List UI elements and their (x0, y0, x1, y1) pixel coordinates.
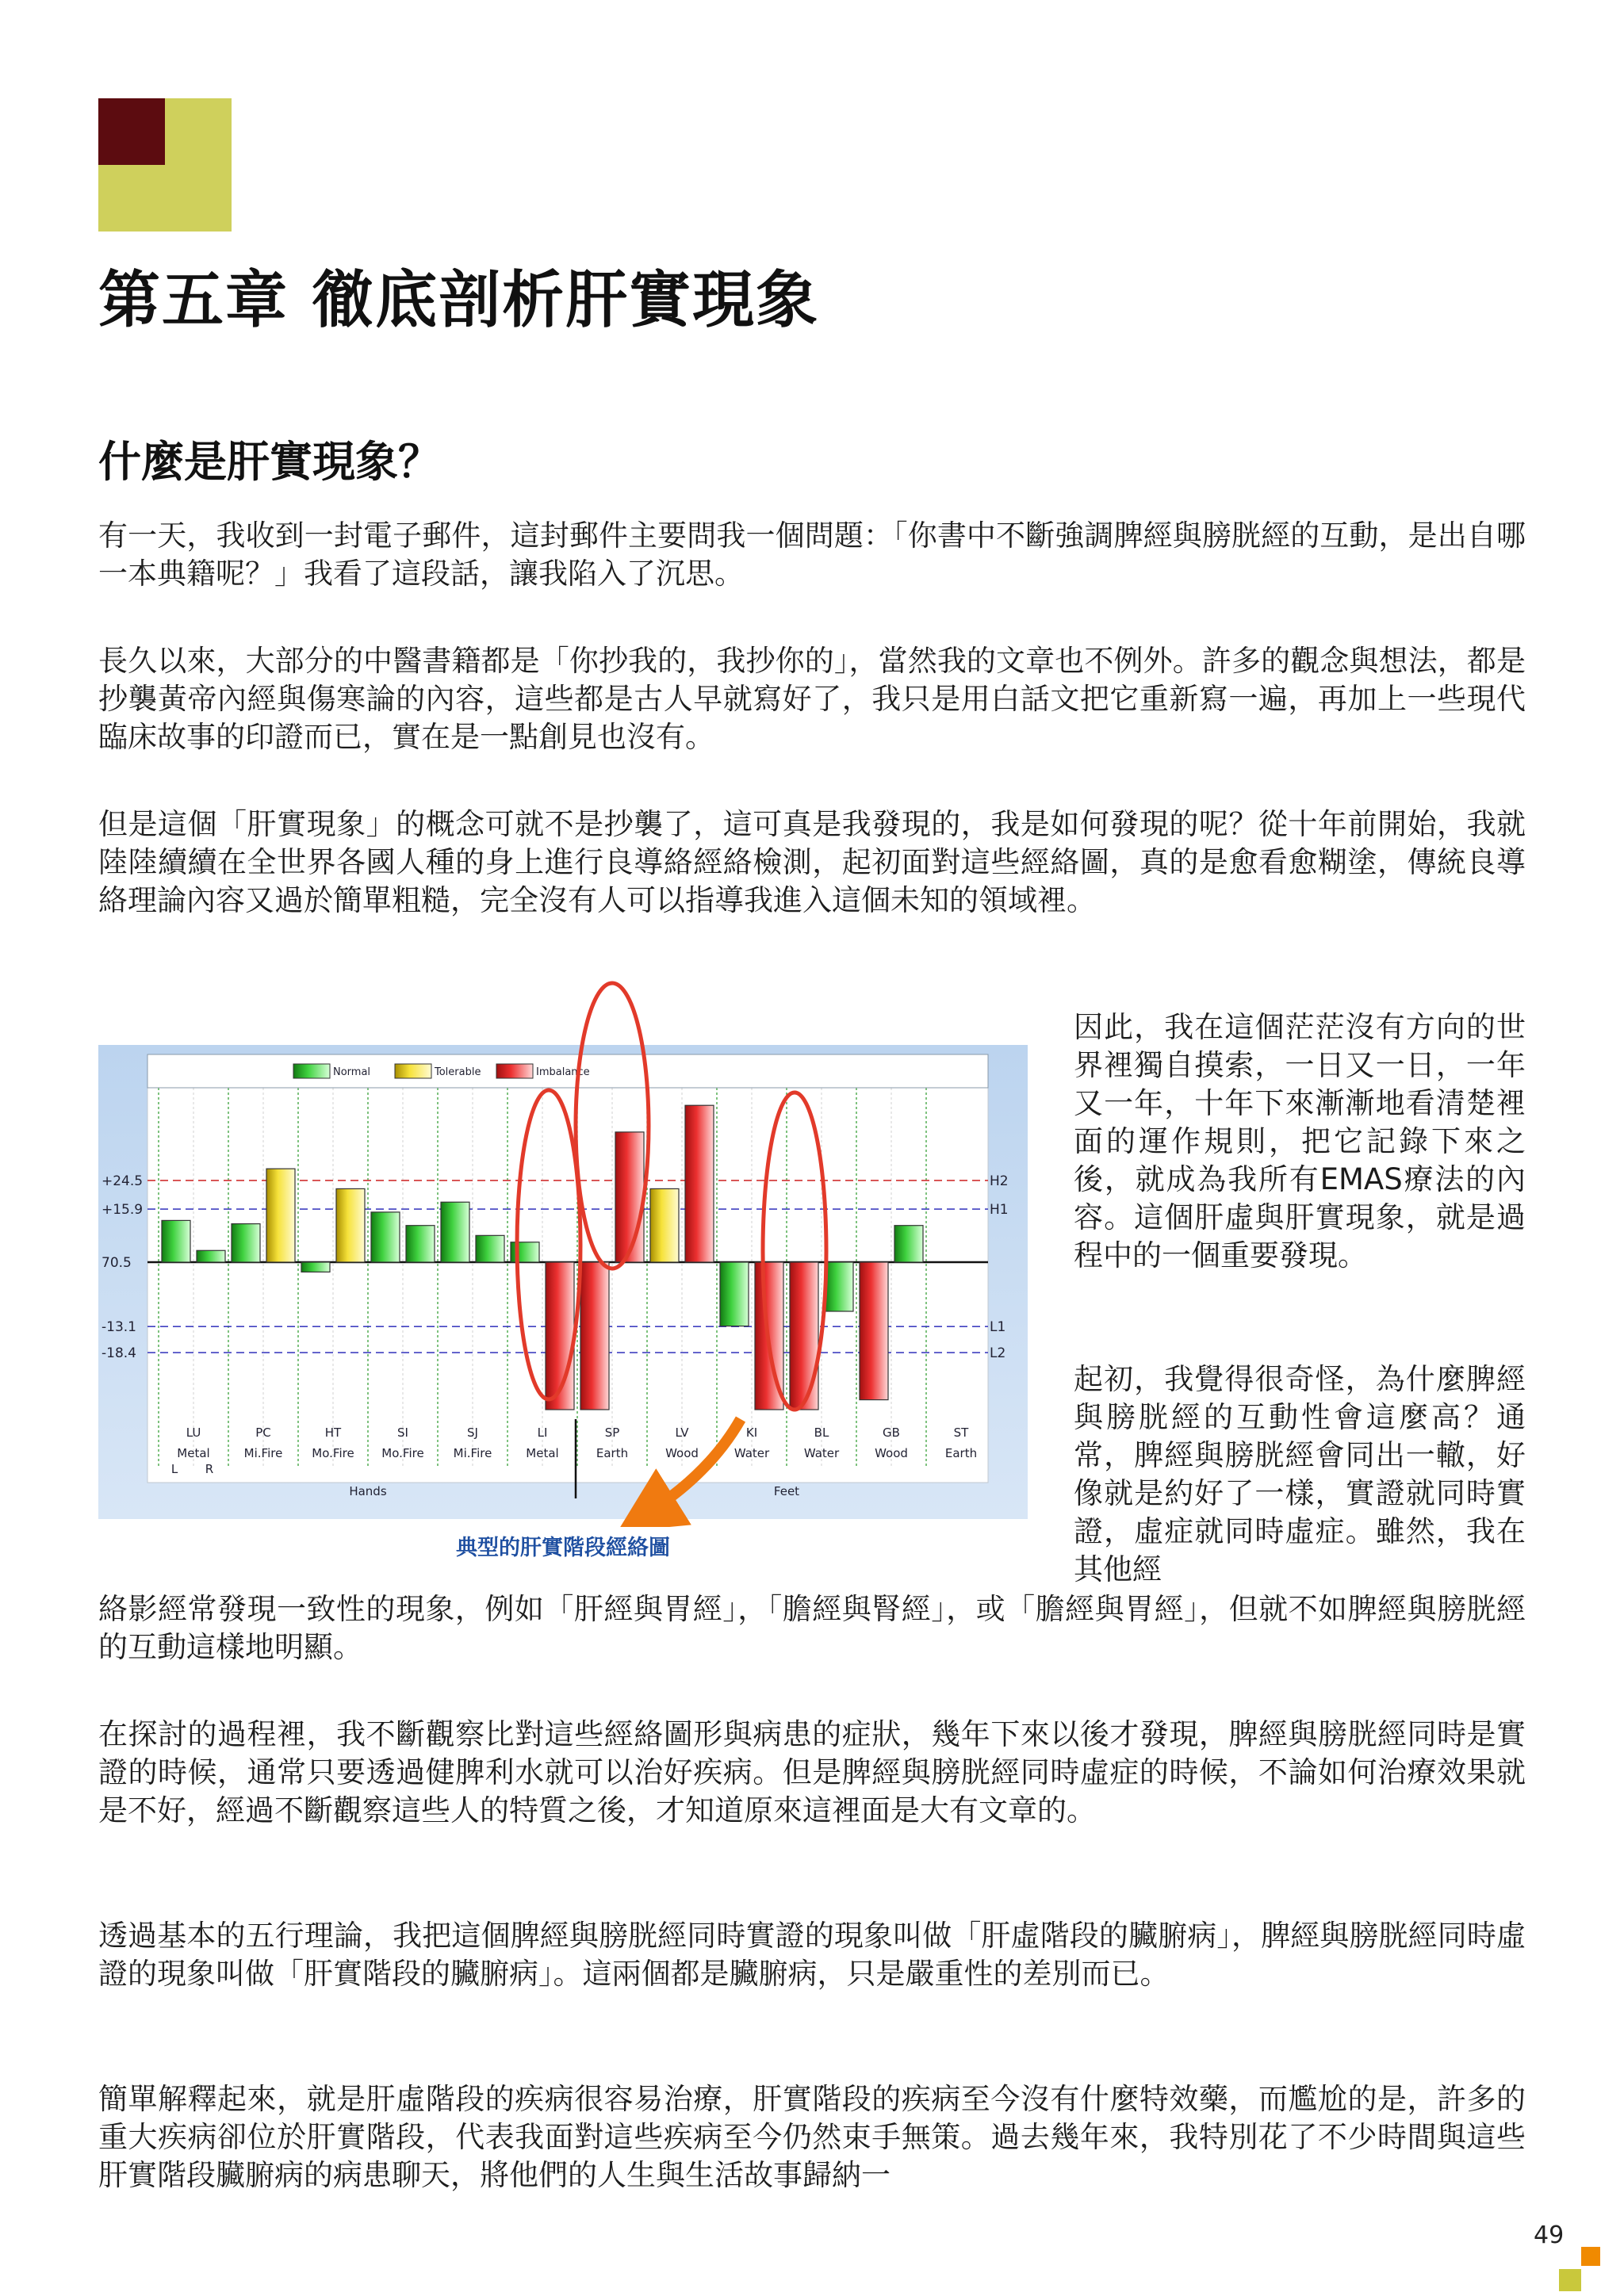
meridian-chart (98, 975, 1028, 1527)
bar (266, 1169, 295, 1262)
bar (162, 1220, 190, 1262)
right-tick-label: L1 (990, 1319, 1006, 1336)
category-element-label: Metal (526, 1446, 559, 1460)
side-paragraph-2: 起初，我覺得很奇怪，為什麼脾經與膀胱經的互動性會這麼高？通常，脾經與膀胱經會同出一轍，好像就是約好了一樣，實證就同時實證，虛症就同時虛症。雖然，我在其他經 (1074, 1362, 1526, 1586)
legend-swatch (293, 1064, 330, 1078)
side-label-left: L (170, 1462, 178, 1476)
category-element-label: Mo.Fire (312, 1446, 354, 1460)
bar (301, 1262, 330, 1272)
bar (197, 1250, 225, 1262)
y-tick-label: 70.5 (102, 1255, 132, 1271)
bar (511, 1242, 539, 1262)
category-abbr-label: PC (255, 1425, 271, 1440)
category-element-label: Water (803, 1446, 840, 1460)
bar (441, 1202, 469, 1262)
paragraph-5: 在探討的過程裡，我不斷觀察比對這些經絡圖形與病患的症狀，幾年下來以後才發現，脾經與膀胱經同時是實證的時候，通常只要透過健脾利水就可以治好疾病。但是脾經與膀胱經同時虛症的時候，不論如何治療效果就是不好，經過不斷觀察這些人的特質之後，才知道原來這裡面是大有文章的。 (98, 1717, 1526, 1827)
side-label-right: R (205, 1462, 214, 1476)
y-tick-label: +15.9 (102, 1202, 144, 1219)
paragraph-6: 透過基本的五行理論，我把這個脾經與膀胱經同時實證的現象叫做「肝虛階段的臟腑病」，脾經與膀胱經同時虛證的現象叫做「肝實階段的臟腑病」。這兩個都是臟腑病，只是嚴重性的差別而已。 (98, 1919, 1526, 1991)
legend-label: Tolerable (435, 1066, 481, 1078)
bar (825, 1262, 853, 1311)
category-element-label: Mo.Fire (381, 1446, 424, 1460)
category-abbr-label: ST (953, 1425, 969, 1440)
bar (650, 1188, 679, 1262)
meridian-chart-svg (98, 975, 1028, 1527)
y-tick-label: -18.4 (102, 1345, 136, 1362)
side-paragraph-1: 因此，我在這個茫茫沒有方向的世界裡獨自摸索，一日又一日，一年又一年，十年下來漸漸地看清楚裡面的運作規則，把它記錄下來之後，就成為我所有EMAS療法的內容。這個肝虛與肝實現象，就是過程中的一個重要發現。 (1074, 1010, 1526, 1272)
category-abbr-label: KI (745, 1425, 758, 1440)
bar (476, 1235, 504, 1262)
category-abbr-label: SI (397, 1425, 408, 1440)
group-label-feet: Feet (773, 1484, 800, 1498)
paragraph-7: 簡單解釋起來，就是肝虛階段的疾病很容易治療，肝實階段的疾病至今沒有什麼特效藥，而尷尬的是，許多的重大疾病卻位於肝實階段，代表我面對這些疾病至今仍然束手無策。過去幾年來，我特別花了不少時間與這些肝實階段臟腑病的病患聊天，將他們的人生與生活故事歸納一 (98, 2082, 1526, 2192)
category-element-label: Mi.Fire (243, 1446, 283, 1460)
category-element-label: Mi.Fire (453, 1446, 492, 1460)
page-corner-orange-square (1581, 2247, 1600, 2266)
bar (336, 1188, 365, 1262)
group-label-hands: Hands (349, 1484, 387, 1498)
category-element-label: Earth (944, 1446, 978, 1460)
legend-label: Normal (333, 1066, 371, 1078)
y-tick-label: +24.5 (102, 1173, 144, 1189)
bar (406, 1226, 435, 1262)
right-tick-label: H2 (990, 1173, 1009, 1189)
category-element-label: Water (733, 1446, 770, 1460)
category-abbr-label: GB (883, 1425, 900, 1440)
category-element-label: Earth (596, 1446, 629, 1460)
bar (232, 1224, 260, 1262)
bar (685, 1105, 714, 1262)
category-abbr-label: BL (814, 1425, 829, 1440)
category-abbr-label: LV (675, 1425, 689, 1440)
y-tick-label: -13.1 (102, 1319, 136, 1336)
bar (860, 1262, 888, 1400)
category-abbr-label: SP (604, 1425, 620, 1440)
right-tick-label: L2 (990, 1345, 1006, 1362)
paragraph-1: 有一天，我收到一封電子郵件，這封郵件主要問我一個問題：「你書中不斷強調脾經與膀胱經的互動，是出自哪一本典籍呢？」我看了這段話，讓我陷入了沉思。 (98, 519, 1526, 591)
bar (615, 1132, 644, 1262)
bar (894, 1226, 923, 1262)
bar (790, 1262, 818, 1410)
page-corner-olive-square (1559, 2269, 1581, 2291)
legend-label: Imbalance (536, 1066, 590, 1078)
legend-swatch (395, 1064, 431, 1078)
category-abbr-label: LU (186, 1425, 201, 1440)
chart-caption: 典型的肝實階段經絡圖 (456, 1536, 670, 1560)
paragraph-4: 絡影經常發現一致性的現象，例如「肝經與胃經」，「膽經與腎經」，或「膽經與胃經」，但就不如脾經與膀胱經的互動這樣地明顯。 (98, 1592, 1526, 1664)
category-abbr-label: HT (324, 1425, 342, 1440)
category-element-label: Metal (177, 1446, 210, 1460)
category-element-label: Wood (875, 1446, 908, 1460)
bar (720, 1262, 749, 1326)
category-element-label: Wood (665, 1446, 699, 1460)
bar (371, 1212, 400, 1262)
paragraph-2: 長久以來，大部分的中醫書籍都是「你抄我的，我抄你的」，當然我的文章也不例外。許多的觀念與想法，都是抄襲黃帝內經與傷寒論的內容，這些都是古人早就寫好了，我只是用白話文把它重新寫一遍，再加上一些現代臨床故事的印證而已，實在是一點創見也沒有。 (98, 644, 1526, 754)
bar (580, 1262, 609, 1410)
category-abbr-label: SJ (467, 1425, 478, 1440)
category-abbr-label: LI (537, 1425, 548, 1440)
section-title: 什麼是肝實現象？ (98, 436, 441, 487)
page-number: 49 (1534, 2221, 1565, 2249)
right-tick-label: H1 (990, 1202, 1009, 1219)
chapter-decoration-inner-square (98, 98, 165, 165)
paragraph-3: 但是這個「肝實現象」的概念可就不是抄襲了，這可真是我發現的，我是如何發現的呢？從十年前開始，我就陸陸續續在全世界各國人種的身上進行良導絡經絡檢測，起初面對這些經絡圖，真的是愈看愈糊塗，傳統良導絡理論內容又過於簡單粗糙，完全沒有人可以指導我進入這個未知的領域裡。 (98, 807, 1526, 917)
legend-swatch (496, 1064, 533, 1078)
chapter-title: 第五章 徹底剖析肝實現象 (98, 264, 820, 336)
